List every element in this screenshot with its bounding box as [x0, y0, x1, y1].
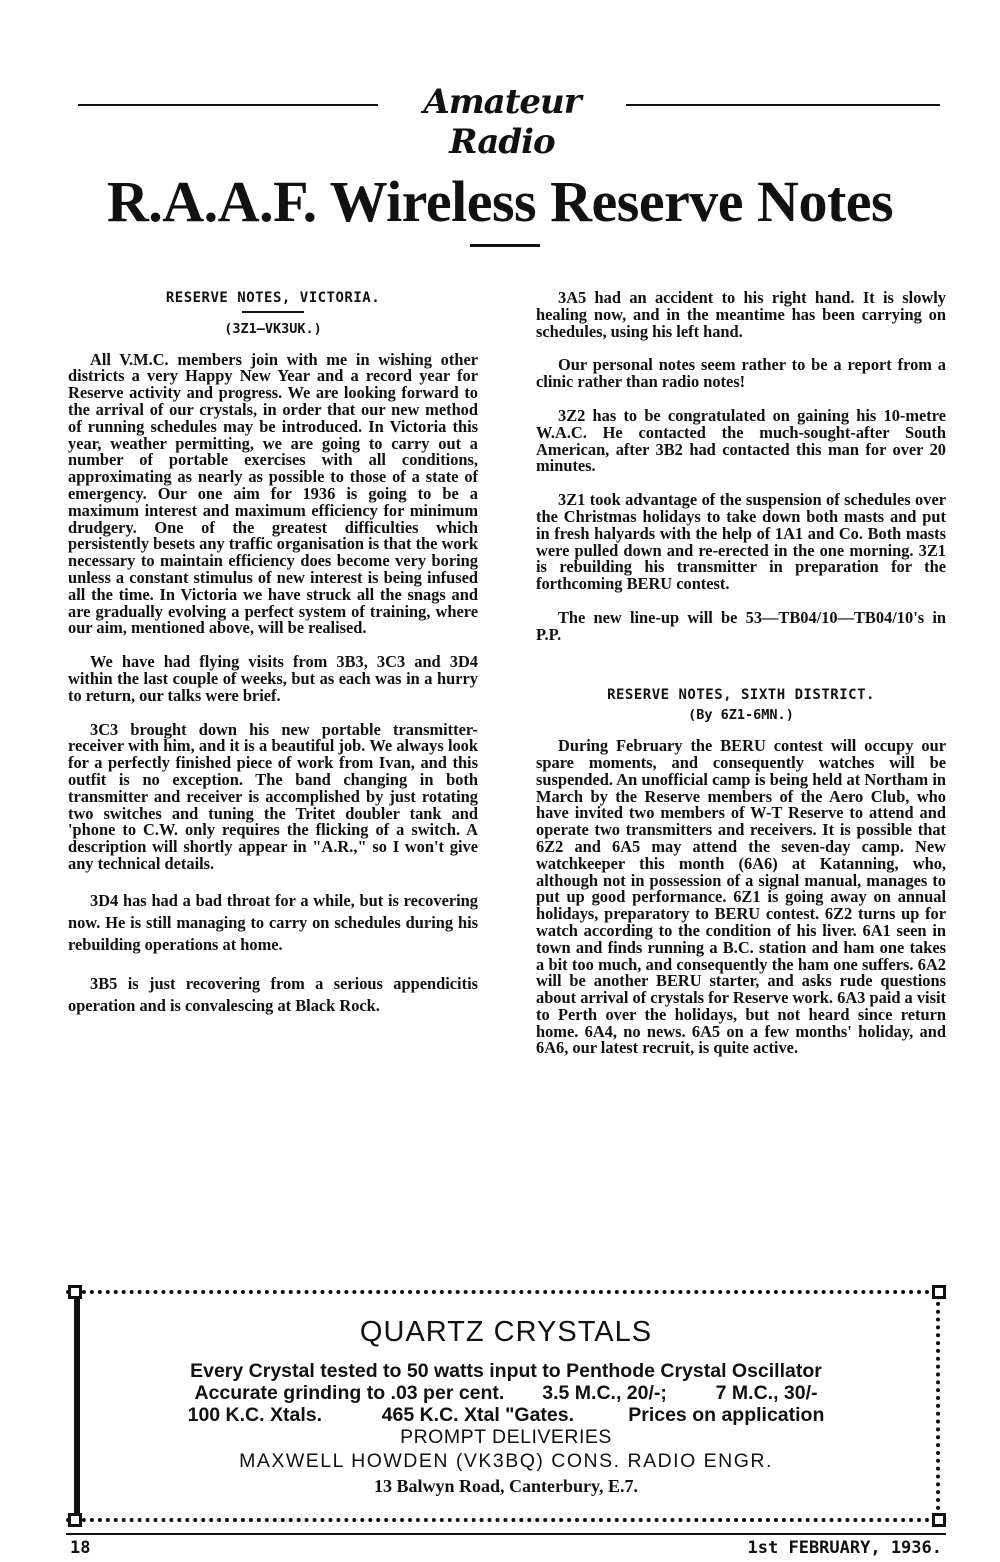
ad-corner-ornament — [68, 1513, 82, 1527]
right-column — [536, 290, 946, 1074]
ad-100kc-text: 100 K.C. Xtals. — [187, 1404, 323, 1426]
ad-corner-ornament — [932, 1285, 946, 1299]
ad-address: 13 Balwyn Road, Canterbury, E.7. — [373, 1476, 639, 1496]
section-heading-sixth-district: RESERVE NOTES, SIXTH DISTRICT. — [607, 686, 875, 703]
ad-prices-text: Prices on application — [628, 1404, 825, 1426]
ad-line — [66, 1382, 946, 1405]
ad-price-3-5mc: 3.5 M.C., 20/-; — [542, 1382, 667, 1404]
headline-divider — [470, 244, 540, 247]
page-number: 18 — [70, 1538, 91, 1558]
section-divider — [242, 311, 304, 313]
paragraph: 3B5 is just recovering from a serious appendicitis operation and is convalescing at Black Rock. — [68, 973, 478, 1015]
quartz-crystals-advertisement — [66, 1290, 946, 1522]
section-byline-sixth-district: (By 6Z1-6MN.) — [688, 707, 794, 724]
ad-grinding-text: Accurate grinding to .03 per cent. — [194, 1382, 505, 1404]
masthead-brand: Amateur Radio — [423, 82, 581, 162]
paragraph: During February the BERU contest will occupy our spare moments, and consequently watches will be suspended. An unofficial camp is being held at Northam in March by the Reserve members of the Aero Club, who have invited two members of W-T Reserve to attend and operate two transmitters and receivers. It is possible that 6Z2 and 6A5 may attend the seven-day camp. New watchkeeper this month (6A6) at Katanning, who, although not in possession of a signal manual, manages to put up good performance. 6Z1 is going away on annual holidays, preparatory to BERU contest. 6Z2 turns up for watch according to the condition of his liver. 6A1 seen in town and finds running a B.C. station and ham one takes a bit too much, and consequently the ham one suffers. 6A2 will be another BERU starter, and asks rude questions about arrival of crystals for Reserve work. 6A3 paid a visit to Perth over the holidays, but not heard since return home. 6A4, no news. 6A5 on a few months' holiday, and 6A6, our latest recruit, is quite active. — [536, 736, 946, 1058]
paragraph: All V.M.C. members join with me in wishing other districts a very Happy New Year and a record year for Reserve activity and progress. We are looking forward to the arrival of our crystals, in order that our new method of running schedules may be introduced. In Victoria this year, weather permitting, we are going to carry out a number of portable exercises with all conditions, approximating as nearly as possible to those of a state of emergency. Our one aim for 1936 is going to be a maximum interest and maximum efficiency for minimum drudgery. One of the greatest difficulties which persistently besets any traffic organisation is that the work necessary to maintain efficiency does become very boring unless a constant stimulus of new interest is being infused all the time. In Victoria we have struck all the snags and are gradually evolving a perfect system of training, where our aim, mentioned above, will be realised. — [68, 349, 478, 638]
paragraph: 3A5 had an accident to his right hand. It is slowly healing now, and in the meantime has been carrying on schedules, using his left hand. — [536, 288, 946, 341]
article-headline: R.A.A.F. Wireless Reserve Notes — [106, 169, 894, 234]
paragraph: We have had flying visits from 3B3, 3C3 and 3D4 within the last couple of weeks, but as each was in a hurry to return, our talks were brief. — [68, 652, 478, 705]
ad-corner-ornament — [68, 1285, 82, 1299]
paragraph: Our personal notes seem rather to be a report from a clinic rather than radio notes! — [536, 355, 946, 392]
ad-corner-ornament — [932, 1513, 946, 1527]
section-heading-victoria: RESERVE NOTES, VICTORIA. — [165, 290, 381, 306]
footer-rule — [66, 1533, 946, 1535]
ad-line: PROMPT DELIVERIES — [400, 1426, 612, 1448]
paragraph: 3Z2 has to be congratulated on gaining his 10-metre W.A.C. He contacted the much-sought-after South American, after 3B2 had contacted this man for over 20 minutes. — [536, 405, 946, 476]
masthead — [78, 82, 940, 162]
paragraph: The new line-up will be 53—TB04/10—TB04/10's in P.P. — [536, 607, 946, 644]
ad-line — [66, 1404, 946, 1427]
ad-line: Every Crystal tested to 50 watts input to Penthode Crystal Oscillator — [190, 1360, 822, 1382]
paragraph: 3C3 brought down his new portable transmitter-receiver with him, and it is a beautiful job. We always look for a perfectly finished piece of work from Ivan, and this outfit is no exception. The band changing in both transmitter and receiver is accomplished by just rotating two switches and tuning the Tritet doubler tank and 'phone to C.W. only requires the flicking of a switch. A description will shortly appear in "A.R.," so I won't give any technical details. — [68, 719, 478, 873]
ad-price-7mc: 7 M.C., 30/- — [715, 1382, 818, 1404]
section-spacer — [536, 661, 946, 687]
masthead-rule-left — [78, 104, 378, 106]
ad-title: QUARTZ CRYSTALS — [359, 1316, 653, 1348]
masthead-rule-right — [626, 104, 940, 106]
ad-line: MAXWELL HOWDEN (VK3BQ) CONS. RADIO ENGR. — [239, 1450, 773, 1472]
section-byline-victoria: (3Z1—VK3UK.) — [224, 320, 322, 337]
left-column — [68, 290, 478, 1034]
paragraph: 3D4 has had a bad throat for a while, but is recovering now. He is still managing to carry on schedules during his rebuilding operations at home. — [68, 890, 478, 954]
issue-date: 1st FEBRUARY, 1936. — [747, 1538, 942, 1558]
ad-465kc-text: 465 K.C. Xtal "Gates. — [381, 1404, 575, 1426]
paragraph: 3Z1 took advantage of the suspension of schedules over the Christmas holidays to take down both masts and put in fresh halyards with the help of 1A1 and Co. Both masts were pulled down and re-erected in the one morning. 3Z1 is rebuilding his transmitter in preparation for the forthcoming BERU contest. — [536, 490, 946, 594]
